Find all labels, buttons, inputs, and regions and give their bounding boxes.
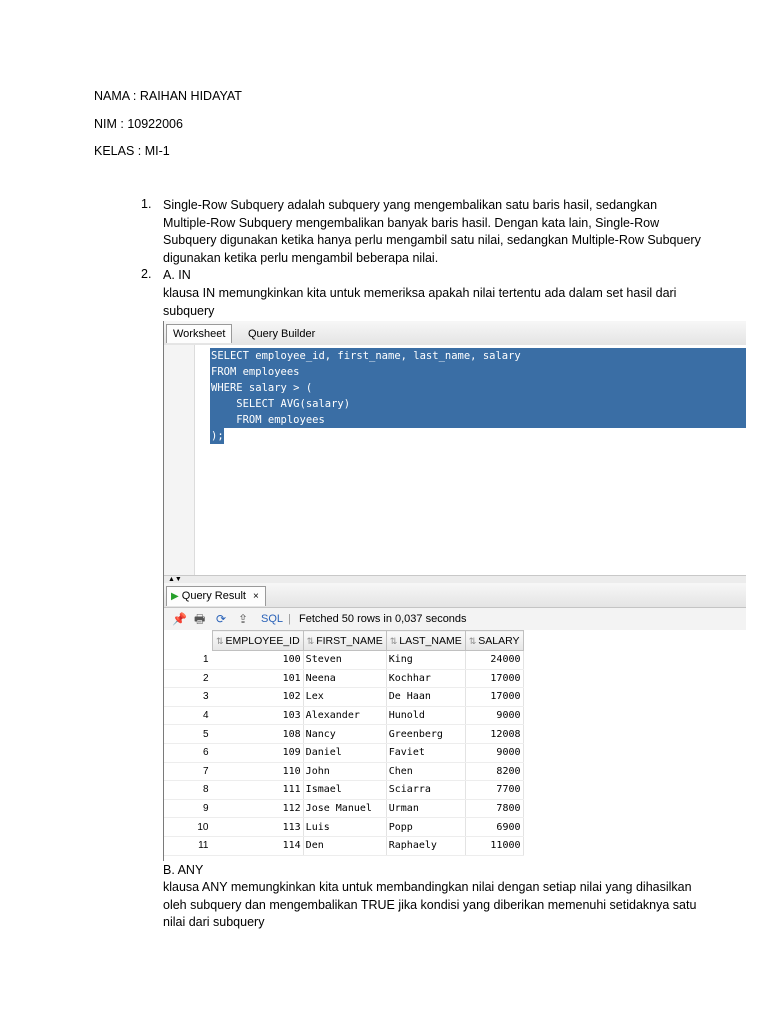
first-name-cell[interactable]: Ismael — [303, 781, 386, 800]
tab-query-result[interactable] — [166, 586, 266, 606]
employee-id-cell[interactable]: 102 — [213, 688, 304, 707]
salary-cell[interactable]: 17000 — [465, 688, 523, 707]
table-row[interactable] — [164, 799, 523, 818]
first-name-cell[interactable]: Lex — [303, 688, 386, 707]
salary-cell[interactable]: 7800 — [465, 799, 523, 818]
employee-id-cell[interactable]: 112 — [213, 799, 304, 818]
code-line: ); — [211, 430, 224, 442]
print-icon[interactable]: 🖶 — [194, 612, 206, 626]
last-name-cell[interactable]: Raphaely — [386, 836, 465, 855]
answer-2b-heading: B. ANY — [163, 863, 204, 877]
row-number: 6 — [164, 743, 213, 762]
first-name-cell[interactable]: Jose Manuel — [303, 799, 386, 818]
result-table — [164, 630, 524, 856]
table-row[interactable] — [164, 781, 523, 800]
sql-code — [211, 348, 521, 444]
pane-splitter[interactable]: ▲▼ — [164, 575, 746, 584]
first-name-cell[interactable]: Luis — [303, 818, 386, 837]
student-nim: NIM : 10922006 — [94, 117, 183, 131]
fetch-status: Fetched 50 rows in 0,037 seconds — [299, 613, 467, 625]
last-name-cell[interactable]: Chen — [386, 762, 465, 781]
answer-2a-text: klausa IN memungkinkan kita untuk memeriksa apakah nilai tertentu ada dalam set hasil dari subquery — [163, 286, 677, 318]
code-line: SELECT employee_id, first_name, last_name, salary — [211, 350, 521, 362]
editor-tab-bar — [164, 321, 746, 346]
table-row[interactable] — [164, 706, 523, 725]
salary-cell[interactable]: 12008 — [465, 725, 523, 744]
first-name-cell[interactable]: Nancy — [303, 725, 386, 744]
first-name-cell[interactable]: Daniel — [303, 743, 386, 762]
sql-developer-screenshot — [163, 321, 746, 861]
list-number-2: 2. — [141, 267, 152, 281]
answer-2a-heading: A. IN — [163, 268, 191, 282]
row-number: 4 — [164, 706, 213, 725]
last-name-cell[interactable]: De Haan — [386, 688, 465, 707]
row-number-header — [164, 631, 213, 651]
last-name-cell[interactable]: Greenberg — [386, 725, 465, 744]
last-name-cell[interactable]: Urman — [386, 799, 465, 818]
result-tab-bar — [164, 583, 746, 608]
table-row[interactable] — [164, 688, 523, 707]
salary-cell[interactable]: 17000 — [465, 669, 523, 688]
code-line: FROM employees — [211, 366, 300, 378]
column-header-first-name[interactable]: ⇅ FIRST_NAME — [303, 631, 386, 651]
row-number: 9 — [164, 799, 213, 818]
refresh-icon[interactable]: ⟳ — [216, 612, 227, 626]
column-header-last-name[interactable]: ⇅ LAST_NAME — [386, 631, 465, 651]
table-row[interactable] — [164, 725, 523, 744]
result-toolbar — [164, 608, 746, 631]
code-line: SELECT AVG(salary) — [211, 398, 351, 410]
toolbar-separator: | — [288, 613, 291, 625]
row-number: 7 — [164, 762, 213, 781]
pin-icon[interactable]: 📌 — [172, 612, 187, 626]
student-class: KELAS : MI-1 — [94, 144, 170, 158]
result-grid — [164, 630, 746, 861]
salary-cell[interactable]: 8200 — [465, 762, 523, 781]
answer-2b-text: klausa ANY memungkinkan kita untuk membandingkan nilai dengan setiap nilai yang dihasilkan oleh subquery dan mengembalikan TRUE jika kondisi yang diberikan memenuhi setidaknya satu nilai dari subquery — [163, 880, 697, 929]
last-name-cell[interactable]: Popp — [386, 818, 465, 837]
first-name-cell[interactable]: Steven — [303, 651, 386, 670]
table-row[interactable] — [164, 818, 523, 837]
last-name-cell[interactable]: King — [386, 651, 465, 670]
row-number: 2 — [164, 669, 213, 688]
row-number: 10 — [164, 818, 213, 837]
first-name-cell[interactable]: Alexander — [303, 706, 386, 725]
salary-cell[interactable]: 9000 — [465, 743, 523, 762]
last-name-cell[interactable]: Faviet — [386, 743, 465, 762]
row-number: 8 — [164, 781, 213, 800]
close-icon[interactable]: × — [253, 591, 259, 602]
export-icon[interactable]: ⇪ — [238, 612, 249, 626]
table-row[interactable] — [164, 669, 523, 688]
employee-id-cell[interactable]: 103 — [213, 706, 304, 725]
list-number-1: 1. — [141, 197, 152, 211]
employee-id-cell[interactable]: 114 — [213, 836, 304, 855]
student-name: NAMA : RAIHAN HIDAYAT — [94, 89, 242, 103]
table-row[interactable] — [164, 762, 523, 781]
last-name-cell[interactable]: Sciarra — [386, 781, 465, 800]
employee-id-cell[interactable]: 100 — [213, 651, 304, 670]
sort-icon: ⇅ — [306, 635, 315, 646]
query-result-label: Query Result — [181, 590, 246, 602]
first-name-cell[interactable]: Neena — [303, 669, 386, 688]
salary-cell[interactable]: 7700 — [465, 781, 523, 800]
employee-id-cell[interactable]: 113 — [213, 818, 304, 837]
last-name-cell[interactable]: Kochhar — [386, 669, 465, 688]
row-number: 11 — [164, 836, 213, 855]
row-number: 3 — [164, 688, 213, 707]
first-name-cell[interactable]: John — [303, 762, 386, 781]
tab-worksheet[interactable]: Worksheet — [166, 324, 232, 343]
row-number: 1 — [164, 651, 213, 670]
answer-1-text: Single-Row Subquery adalah subquery yang mengembalikan satu baris hasil, sedangkan Multiple-Row Subquery mengembalikan banyak baris hasil. Dengan kata lain, Single-Row Subquery digunakan ketika hanya perlu mengambil satu nilai, sedangkan Multiple-Row Subquery digunakan ketika perlu mengambil beberapa nilai. — [163, 198, 701, 265]
sql-button[interactable]: SQL — [261, 613, 284, 625]
last-name-cell[interactable]: Hunold — [386, 706, 465, 725]
code-line: FROM employees — [211, 414, 325, 426]
play-icon: ▶ — [171, 591, 179, 602]
sort-icon: ⇅ — [389, 635, 398, 646]
sql-editor[interactable] — [164, 345, 746, 575]
table-row[interactable] — [164, 836, 523, 855]
tab-query-builder[interactable]: Query Builder — [248, 328, 316, 340]
editor-gutter — [164, 345, 195, 575]
salary-cell[interactable]: 11000 — [465, 836, 523, 855]
salary-cell[interactable]: 9000 — [465, 706, 523, 725]
sort-icon: ⇅ — [468, 635, 477, 646]
salary-cell[interactable]: 6900 — [465, 818, 523, 837]
employee-id-cell[interactable]: 111 — [213, 781, 304, 800]
employee-id-cell[interactable]: 109 — [213, 743, 304, 762]
first-name-cell[interactable]: Den — [303, 836, 386, 855]
column-header-salary[interactable]: ⇅ SALARY — [465, 631, 523, 651]
employee-id-cell[interactable]: 110 — [213, 762, 304, 781]
column-header-employee-id[interactable]: ⇅ EMPLOYEE_ID — [213, 631, 304, 651]
row-number: 5 — [164, 725, 213, 744]
table-row[interactable] — [164, 651, 523, 670]
table-row[interactable] — [164, 743, 523, 762]
code-line: WHERE salary > ( — [211, 382, 313, 394]
employee-id-cell[interactable]: 101 — [213, 669, 304, 688]
sort-icon: ⇅ — [216, 635, 224, 646]
salary-cell[interactable]: 24000 — [465, 651, 523, 670]
employee-id-cell[interactable]: 108 — [213, 725, 304, 744]
